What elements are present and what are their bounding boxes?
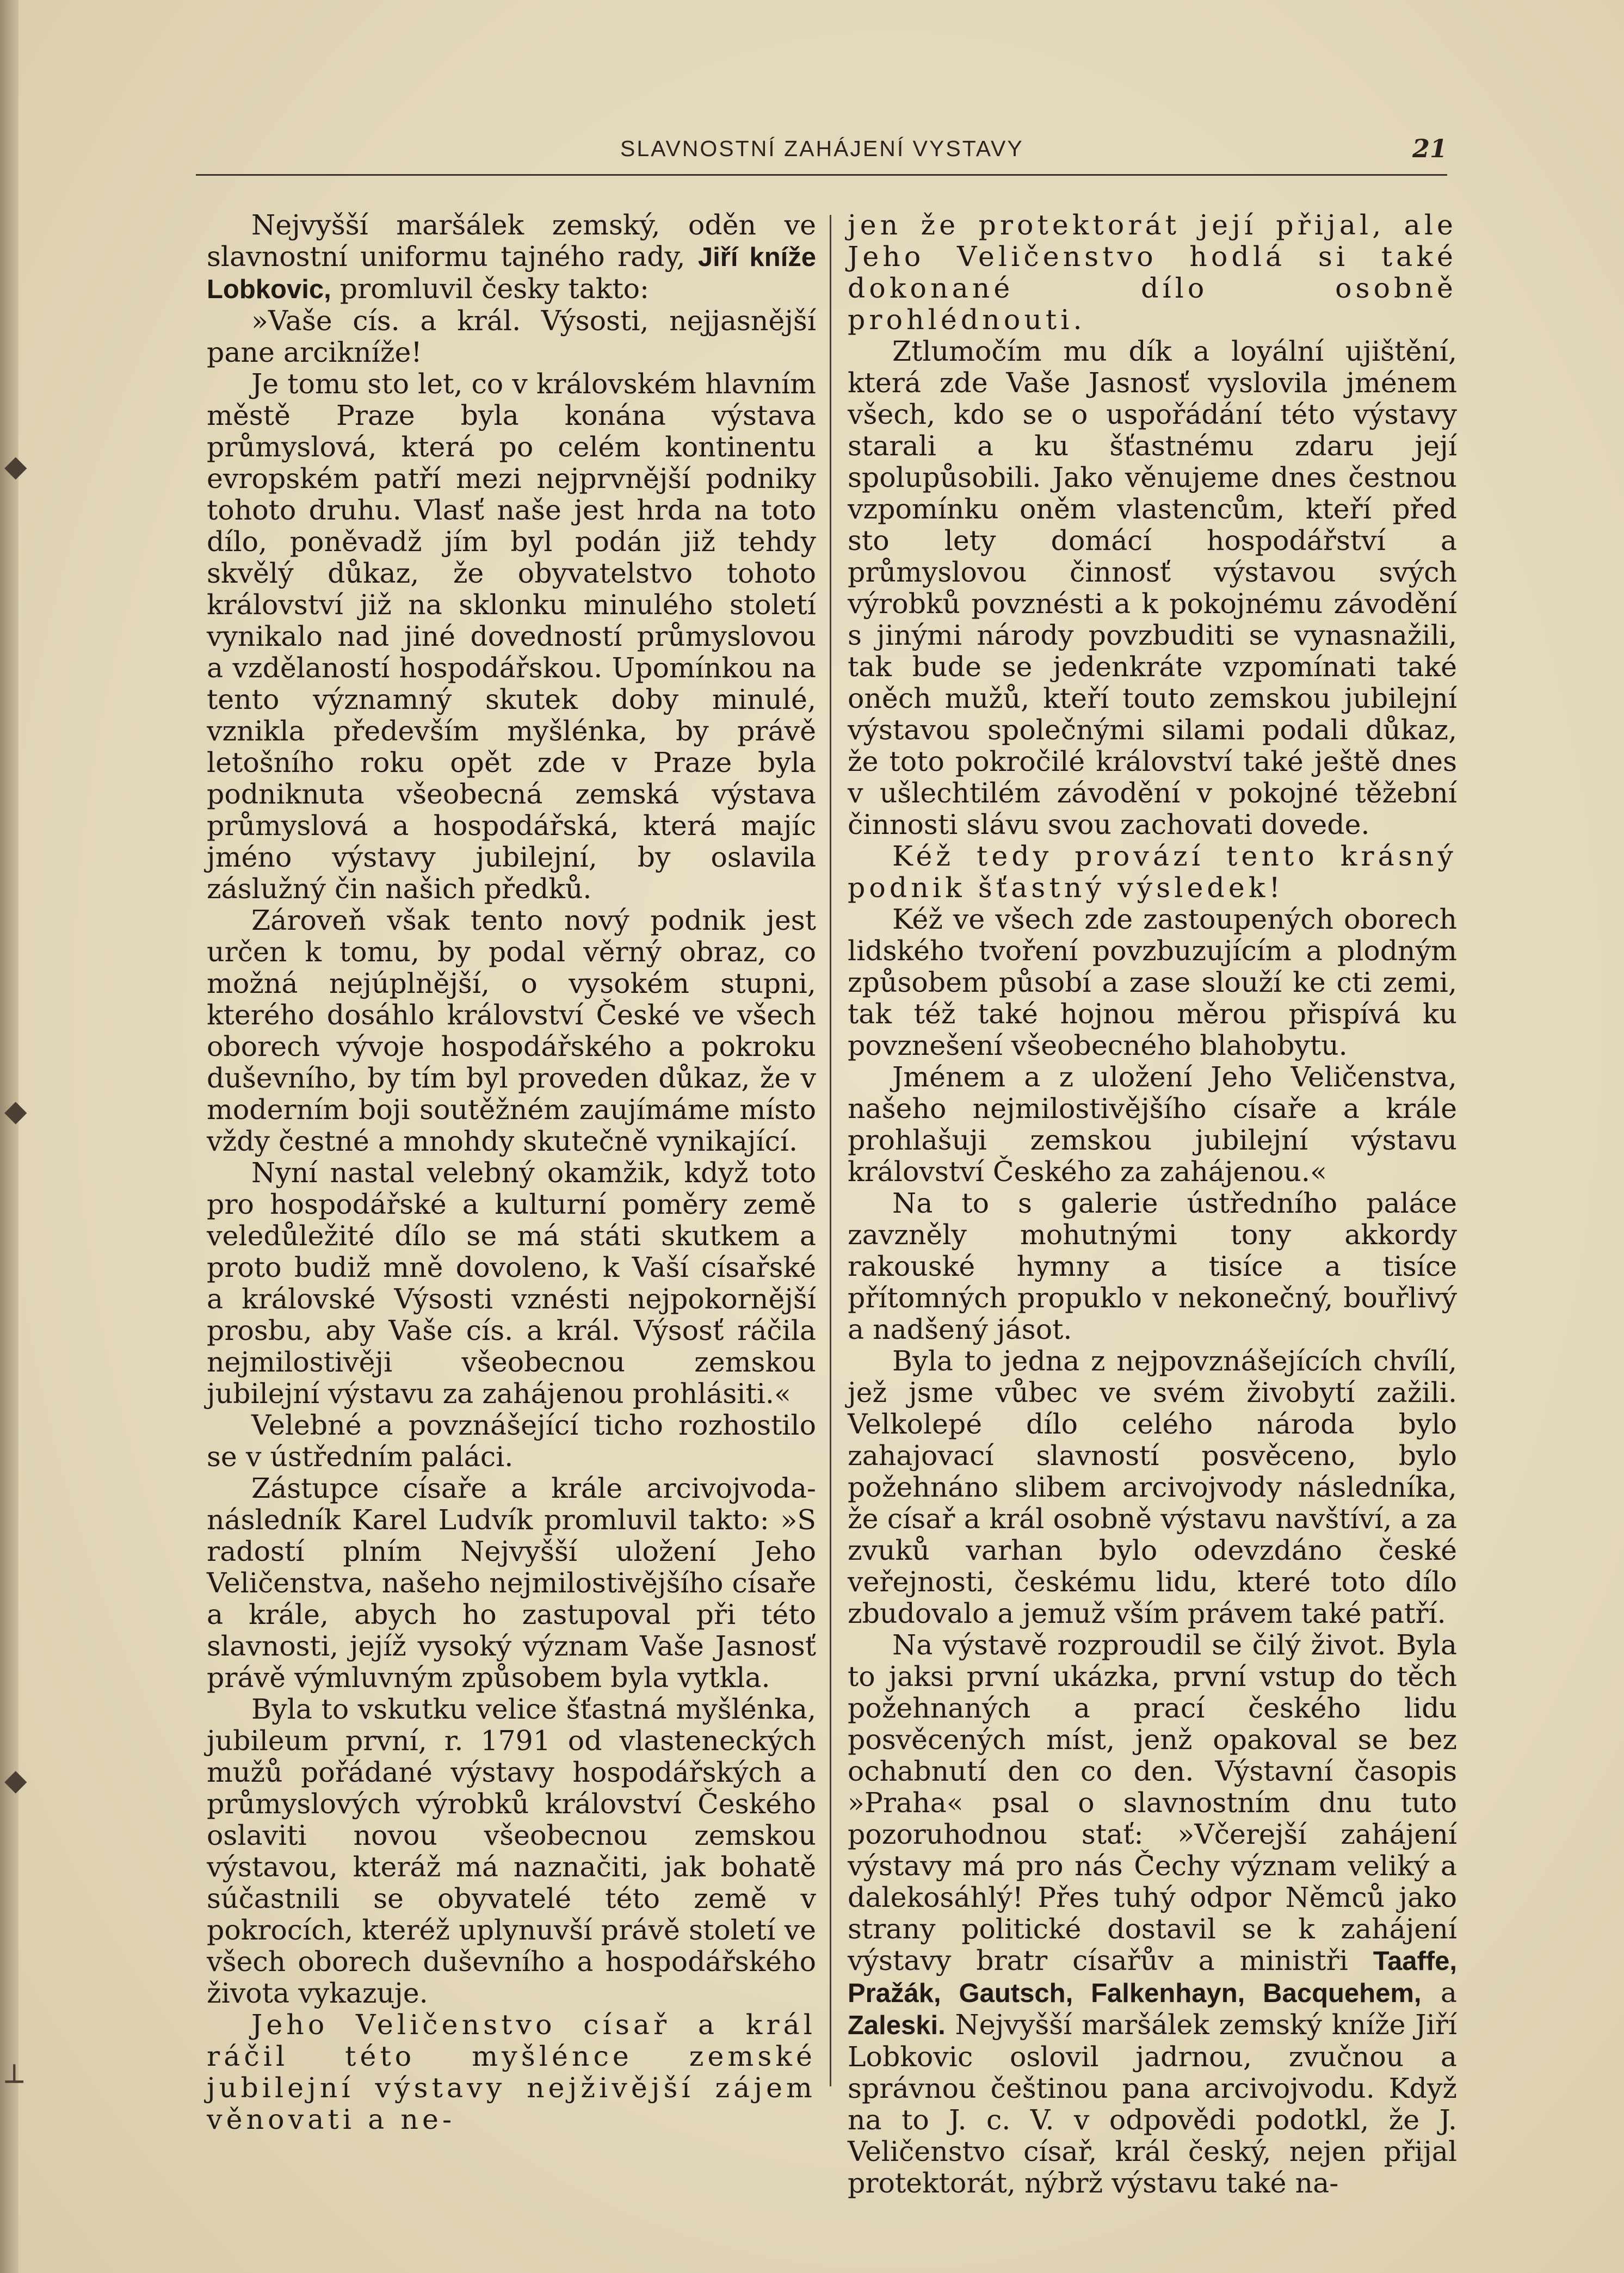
paragraph: Nyní nastal velebný okamžik, když toto pro hospodářské a kulturní poměry země veledůležité dílo se má státi skutkem a proto budiž mně dovoleno, k Vaší císařské a královské Výsosti vznésti nejpokornější prosbu, aby Vaše cís. a král. Výsosť ráčila nejmilostivěji všeobecnou zemskou jubilejní výstavu za zahájenou prohlásiti.« [207,1157,816,1410]
paragraph: Zástupce císaře a krále arcivojvoda-následník Karel Ludvík promluvil takto: »S radostí plním Nejvyšší uložení Jeho Veličenstva, našeho nejmilostivějšího císaře a krále, abych ho zastupoval při této slavnosti, jejíž vysoký význam Vaše Jasnosť právě výmluvným způsobem byla vytkla. [207,1472,816,1694]
paragraph: Byla to vskutku velice šťastná myšlénka, jubileum první, r. 1791 od vlasteneckých mužů pořádané výstavy hospodářských a průmyslových výrobků království Českého oslaviti novou všeobecnou zemskou výstavou, kteráž má naznačiti, jak bohatě súčastnili se obyvatelé této země v pokrocích, kteréž uplynuvší právě století ve všech oborech duševního a hospodářského života vykazuje. [207,1693,816,2009]
column-divider [830,215,831,2086]
paragraph: Kéž ve všech zde zastoupených oborech lidského tvoření povzbuzujícím a plodným způsobem působí a zase slouží ke cti zemi, tak též také hojnou měrou přispívá ku povznešení všeobecného blahobytu. [848,903,1457,1061]
paragraph: jen že protektorát její přijal, ale Jeho Veličenstvo hodlá si také dokonané dílo osobně prohlédnouti. [848,209,1457,336]
paragraph: Nejvyšší maršálek zemský, oděn ve slavnostní uniformu tajného rady, Jiří kníže Lobkovic, promluvil česky takto: [207,209,816,305]
paragraph: Jeho Veličenstvo císař a král ráčil této myšlénce zemské jubilejní výstavy nejživější zájem věnovati a ne- [207,2009,816,2135]
paragraph: »Vaše cís. a král. Výsosti, nejjasnější pane arcikníže! [207,305,816,368]
paragraph: Jménem a z uložení Jeho Veličenstva, našeho nejmilostivějšího císaře a krále prohlašuji zemskou jubilejní výstavu království Českého za zahájenou.« [848,1061,1457,1188]
speaker-name: Jiří kníže Lobkovic, [207,243,816,304]
paragraph: Byla to jedna z nejpovznášejících chvílí, jež jsme vůbec ve svém živobytí zažili. Velkolepé dílo celého národa bylo zahajovací slavností posvěceno, bylo požehnáno slibem arcivojvody následníka, že císař a král osobně výstavu navštíví, a za zvuků varhan bylo odevzdáno české veřejnosti, českému lidu, které toto dílo zbudovalo a jemuž vším právem také patří. [848,1345,1457,1629]
paragraph: Na to s galerie ústředního paláce zavzněly mohutnými tony akkordy rakouské hymny a tisíce a tisíce přítomných propuklo v nekonečný, bouřlivý a nadšený jásot. [848,1187,1457,1345]
paragraph: Zároveň však tento nový podnik jest určen k tomu, by podal věrný obraz, co možná nejúplnější, o vysokém stupni, kterého dosáhlo království České ve všech oborech vývoje hospodářského a pokroku duševního, by tím byl proveden důkaz, že v moderním boji soutěžném zaujímáme místo vždy čestné a mnohdy skutečně vynikající. [207,904,816,1157]
margin-mark-dagger: ┴ [5,2065,23,2099]
paragraph: Je tomu sto let, co v královském hlavním městě Praze byla konána výstava průmyslová, která po celém kontinentu evropském patří mezi nejprvnější podniky tohoto druhu. Vlasť naše jest hrda na toto dílo, poněvadž jím byl podán již tehdy skvělý důkaz, že obyvatelstvo tohoto království již na sklonku minulého století vynikalo nad jiné dovedností průmyslovou a vzdělaností hospodářskou. Upomínkou na tento významný skutek doby minulé, vznikla především myšlénka, by právě letošního roku opět zde v Praze byla podniknuta všeobecná zemská výstava průmyslová a hospodářská, která majíc jméno výstavy jubilejní, by oslavila záslužný čin našich předků. [207,368,816,905]
margin-mark-diamond: ◆ [4,1763,27,1797]
running-title: SLAVNOSTNÍ ZAHÁJENÍ VYSTAVY [620,136,1024,161]
left-column [207,209,816,2163]
page-number: 21 [1412,134,1447,163]
binding-edge [0,0,18,2273]
right-column [848,209,1457,2199]
paragraph: Ztlumočím mu dík a loyální ujištění, která zde Vaše Jasnosť vyslovila jménem všech, kdo se o uspořádání této výstavy starali a ku šťastnému zdaru její spolupůsobili. Jako věnujeme dnes čestnou vzpomínku oněm vlastencům, kteří před sto lety domácí hospodářství a průmyslovou činnosť výstavou svých výrobků povznésti a k pokojnému závodění s jinými národy povzbuditi se vynasnažili, tak bude se jedenkráte vzpomínati také oněch mužů, kteří touto zemskou jubilejní výstavou společnými silami podali důkaz, že toto pokročilé království také ještě dnes v ušlechtilém závodění v pokojné těžební činnosti slávu svou zachovati dovede. [848,335,1457,841]
paragraph: Na výstavě rozproudil se čilý život. Byla to jaksi první ukázka, první vstup do těch požehnaných a prací českého lidu posvěcených míst, jenž opakoval se bez ochabnutí den co den. Výstavní časopis »Praha« psal o slavnostním dnu tuto pozoruhodnou stať: »Včerejší zahájení výstavy má pro nás Čechy význam veliký a dalekosáhlý! Přes tuhý odpor Němců jako strany politické dostavil se k zahájení výstavy bratr císařův a ministři Taaffe, Pražák, Gautsch, Falkenhayn, Bacquehem, a Zaleski. Nejvyšší maršálek zemský kníže Jiří Lobkovic oslovil jadrnou, zvučnou a správnou češtinou pana arcivojvodu. Když na to J. c. V. v odpovědi podotkl, že J. Veličenstvo císař, král český, nejen přijal protektorát, nýbrž výstavu také na- [848,1629,1457,2199]
paragraph: Kéž tedy provází tento krásný podnik šťastný výsledek! [848,840,1457,904]
minister-name: Zaleski. [848,2011,946,2040]
paragraph: Velebné a povznášející ticho rozhostilo se v ústředním paláci. [207,1409,816,1473]
ministers-names: Taaffe, Pražák, Gautsch, Falkenhayn, Bacquehem, [848,1947,1457,2008]
margin-mark-diamond: ◆ [4,449,27,483]
page-header [196,131,1447,176]
margin-mark-diamond: ◆ [4,1094,27,1128]
